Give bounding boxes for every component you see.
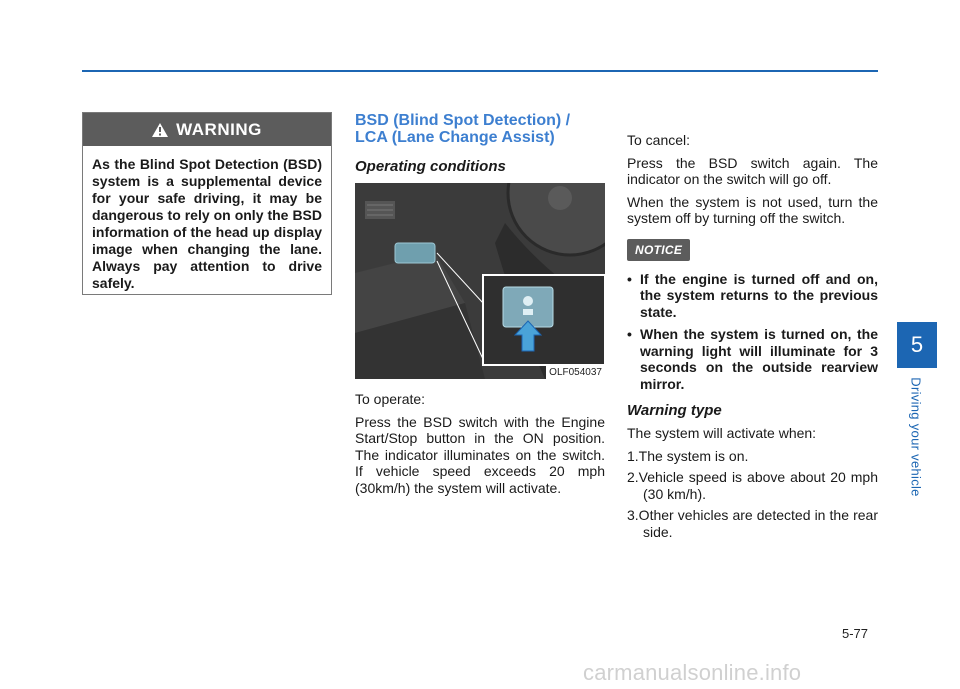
chapter-label [905,372,927,502]
section-title: BSD (Blind Spot Detection) / LCA (Lane Change Assist) [355,112,571,146]
notice-list [627,271,878,393]
top-rule [82,70,878,72]
warning-header [83,113,331,146]
notice-item: • When the system is turned on, the warning light will illuminate for 3 seconds on the outside rearview mirror. [627,326,878,392]
condition-item: 3.Other vehicles are detected in the rear side. [627,507,878,540]
operate-text: Press the BSD switch with the Engine Start/Stop button in the ON position. The indicator illuminates on the switch. If vehicle speed exceeds 20 mph (30km/h) the system will activate. [355,413,605,496]
notice-badge: NOTICE [627,239,690,261]
warning-triangle-icon [152,123,168,137]
warning-title: WARNING [176,119,262,139]
to-operate-label: To operate: [355,391,426,407]
cancel-text-1: Press the BSD switch again. The indicator on the switch will go off. [627,154,878,187]
warning-text: As the Blind Spot Detection (BSD) system is a supplemental device for your safe driving, it may be dangerous to rely on only the BSD information of the head up display image when changing the lane. Always pay attention to drive safely. [92,156,322,291]
page-number: 5-77 [842,626,869,641]
operating-conditions-heading: Operating conditions [355,158,506,175]
warning-box [82,112,332,295]
dashboard-illustration [355,183,605,379]
watermark: carmanualsonline.info [583,660,802,685]
condition-item: 1.The system is on. [627,447,749,464]
cancel-text-2: When the system is not used, turn the system off by turning off the switch. [627,193,878,226]
chapter-number-tab[interactable]: 5 [897,322,937,368]
figure-code: OLF054037 [546,366,605,379]
bsd-switch-figure [355,183,605,379]
warning-type-intro: The system will activate when: [627,425,817,441]
condition-item: 2.Vehicle speed is above about 20 mph (30 km/h). [627,469,878,502]
chapter-label-text: Driving your vehicle [908,377,924,497]
notice-item: • If the engine is turned off and on, the system returns to the previous state. [627,271,878,321]
conditions-list [627,448,878,541]
middle-column [355,112,605,502]
warning-type-heading: Warning type [627,402,722,419]
right-column [627,132,878,545]
to-cancel-label: To cancel: [627,132,691,148]
